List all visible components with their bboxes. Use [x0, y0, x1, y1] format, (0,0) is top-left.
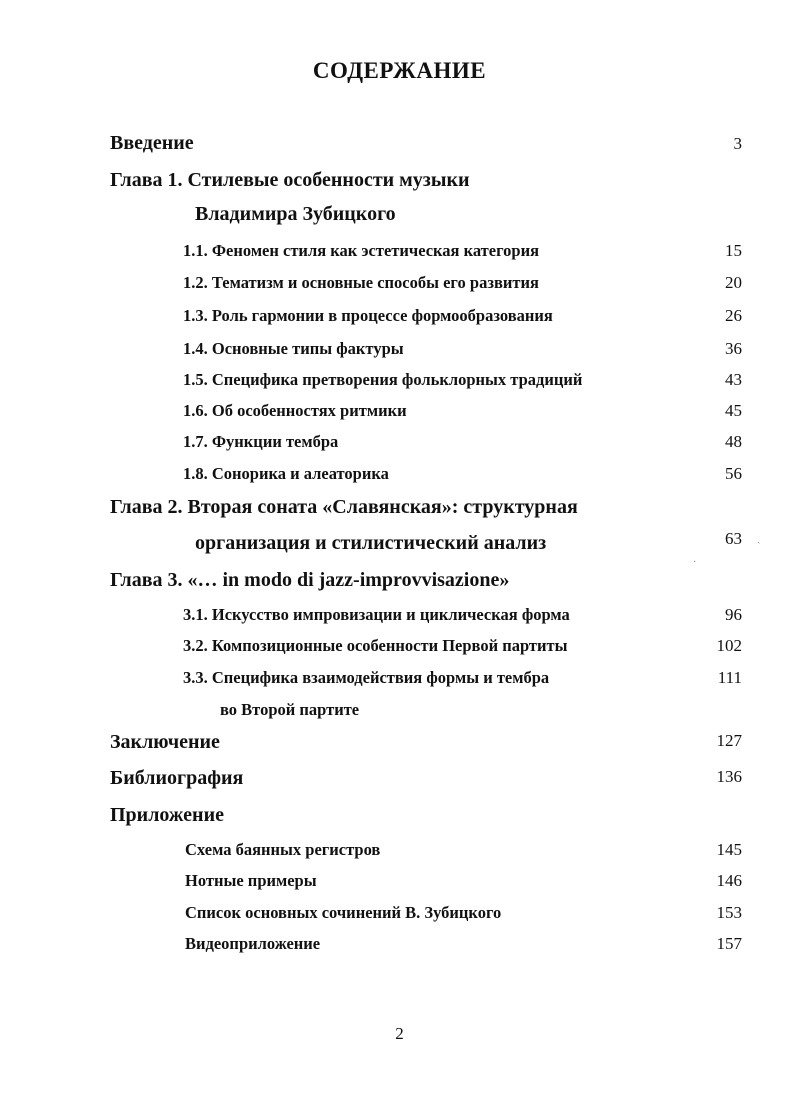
toc-entry-chapter-3	[0, 569, 799, 599]
toc-entry-label: Приложение	[110, 804, 224, 826]
toc-entry-label: 3.3. Специфика взаимодействия формы и тембра	[183, 668, 550, 687]
toc-entry-page: 63	[725, 529, 742, 548]
toc-entry-section-1-4	[0, 339, 799, 369]
toc-entry-section-3-1	[0, 605, 799, 635]
toc-entry-introduction	[0, 132, 799, 162]
toc-entry-page: 111	[717, 668, 742, 687]
toc-entry-section-3-3-cont	[0, 700, 799, 730]
toc-entry-label: Список основных сочинений В. Зубицкого	[185, 903, 502, 922]
toc-entry-label: 1.4. Основные типы фактуры	[183, 339, 404, 358]
scan-mark: ˏ	[757, 533, 761, 544]
toc-entry-page: 3	[733, 134, 742, 153]
toc-entry-section-1-3	[0, 306, 799, 336]
toc-entry-page: 96	[725, 605, 742, 624]
toc-entry-label: 1.1. Феномен стиля как эстетическая категория	[183, 241, 540, 260]
toc-entry-label: Введение	[110, 132, 194, 154]
toc-entry-page: 20	[725, 273, 742, 292]
toc-entry-label: Глава 1. Стилевые особенности музыки	[110, 169, 470, 191]
toc-entry-page: 48	[725, 432, 742, 451]
toc-entry-page: 56	[725, 464, 742, 483]
toc-entry-page: 102	[716, 636, 742, 655]
toc-entry-label: 3.1. Искусство импровизации и циклическая форма	[183, 605, 570, 624]
toc-entry-page: 15	[725, 241, 742, 260]
toc-entry-label: 1.8. Сонорика и алеаторика	[183, 464, 389, 483]
toc-entry-appendix-registers	[0, 840, 799, 870]
toc-entry-label: Глава 3. «… in modo di jazz-improvvisazione»	[110, 569, 510, 591]
toc-entry-section-3-3	[0, 668, 799, 698]
toc-entry-page: 36	[725, 339, 742, 358]
toc-entry-section-1-6	[0, 401, 799, 431]
toc-entry-appendix-video	[0, 934, 799, 964]
toc-entry-label: 1.2. Тематизм и основные способы его развития	[183, 273, 539, 292]
page-title: СОДЕРЖАНИЕ	[312, 58, 487, 83]
toc-entry-section-1-8	[0, 464, 799, 494]
toc-entry-page: 127	[716, 731, 742, 750]
toc-entry-label: 3.2. Композиционные особенности Первой партиты	[183, 636, 568, 655]
scan-mark: ·	[693, 557, 697, 568]
toc-entry-appendix-music-examples	[0, 871, 799, 901]
toc-entry-section-3-2	[0, 636, 799, 666]
toc-entry-section-1-7	[0, 432, 799, 462]
page-number: 2	[395, 1024, 404, 1043]
toc-entry-page: 157	[716, 934, 742, 953]
toc-entry-label: 1.6. Об особенностях ритмики	[183, 401, 407, 420]
toc-entry-section-1-2	[0, 273, 799, 303]
toc-entry-label: Глава 2. Вторая соната «Славянская»: структурная	[110, 496, 578, 518]
toc-entry-appendix	[0, 804, 799, 834]
toc-entry-conclusion	[0, 731, 799, 761]
toc-entry-label: Схема баянных регистров	[185, 840, 381, 859]
toc-entry-page: 145	[716, 840, 742, 859]
toc-entry-appendix-works-list	[0, 903, 799, 933]
toc-entry-section-1-5	[0, 370, 799, 400]
toc-entry-page: 43	[725, 370, 742, 389]
toc-entry-chapter-2	[0, 496, 799, 526]
toc-entry-label: 1.5. Специфика претворения фольклорных традиций	[183, 370, 583, 389]
toc-entry-page: 45	[725, 401, 742, 420]
toc-entry-page: 153	[716, 903, 742, 922]
toc-entry-page: 26	[725, 306, 742, 325]
toc-entry-chapter-1-cont	[0, 203, 799, 233]
toc-entry-label: 1.3. Роль гармонии в процессе формообразования	[183, 306, 553, 325]
toc-entry-page: 146	[716, 871, 742, 890]
toc-entry-label: Заключение	[110, 731, 220, 753]
toc-entry-bibliography	[0, 767, 799, 797]
toc-entry-label: Владимира Зубицкого	[195, 203, 396, 225]
toc-entry-label: Библиография	[110, 767, 244, 789]
toc-entry-label: организация и стилистический анализ	[195, 532, 547, 554]
toc-entry-section-1-1	[0, 241, 799, 271]
toc-entry-label: Видеоприложение	[185, 934, 321, 953]
toc-entry-page: 136	[716, 767, 742, 786]
toc-entry-label: во Второй партите	[220, 700, 360, 719]
toc-entry-label: Нотные примеры	[185, 871, 317, 890]
toc-entry-chapter-1	[0, 169, 799, 199]
toc-entry-label: 1.7. Функции тембра	[183, 432, 339, 451]
toc-entry-chapter-2-cont	[0, 529, 799, 562]
